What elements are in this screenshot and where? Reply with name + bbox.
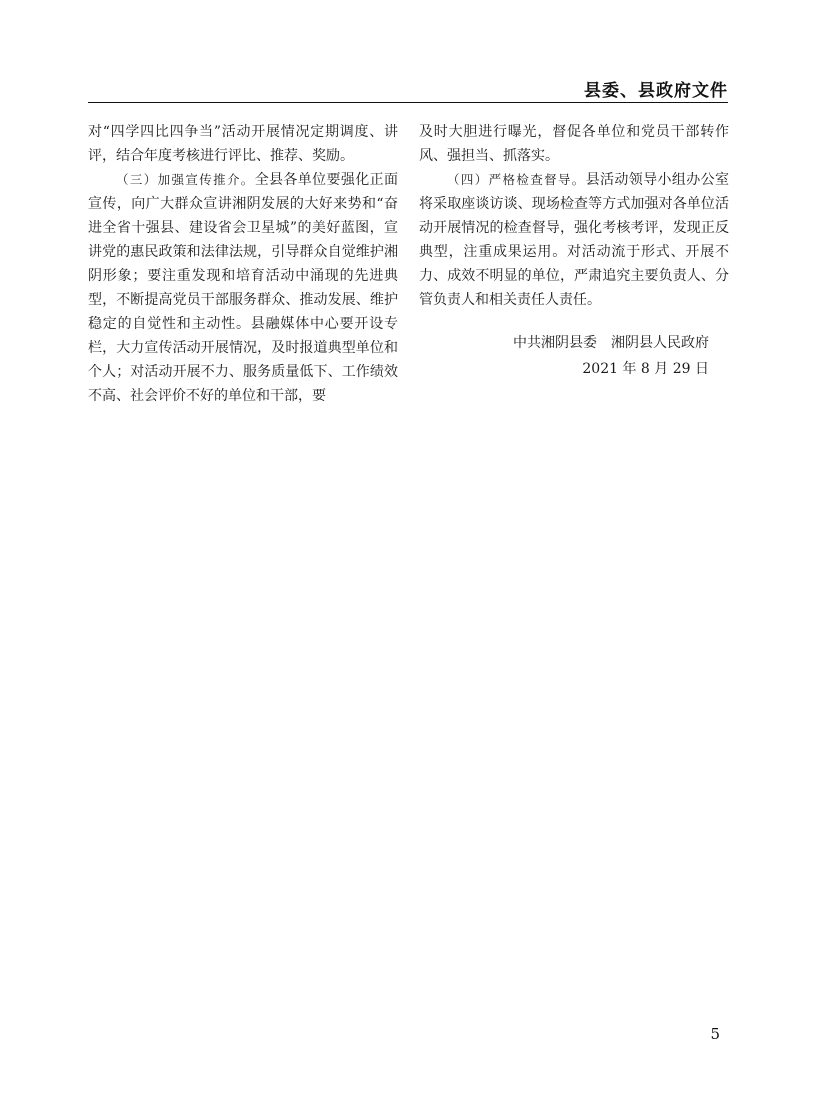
page-number: 5 — [710, 1025, 720, 1043]
left-text-column — [88, 120, 398, 408]
paragraph-supervision — [419, 168, 729, 312]
header-divider — [88, 102, 728, 103]
signature-organizations: 中共湘阴县委 湘阴县人民政府 — [513, 335, 709, 351]
right-text-column — [419, 120, 729, 382]
paragraph-supervision-body: 县活动领导小组办公室将采取座谈访谈、现场检查等方式加强对各单位活动开展情况的检查督导，强化考核考评，发现正反典型，注重成果运用。对活动流于形式、开展不力、成效不明显的单位，严肃追究主要负责人、分管负责人和相关责任人责任。 — [419, 172, 729, 308]
signature-date: 2021 年 8 月 29 日 — [582, 361, 709, 377]
paragraph-continuation: 对“四学四比四争当”活动开展情况定期调度、讲评，结合年度考核进行评比、推荐、奖励。 — [88, 124, 398, 164]
paragraph-publicity-body: 全县各单位要强化正面宣传，向广大群众宣讲湘阴发展的大好来势和“奋进全省十强县、建设省会卫星城”的美好蓝图，宣讲党的惠民政策和法律法规，引导群众自觉维护湘阴形象；要注重发现和培育活动中涌现的先进典型，不断提高党员干部服务群众、推动发展、维护稳定的自觉性和主动性。县融媒体中心要开设专栏，大力宣传活动开展情况，及时报道典型单位和个人；对活动开展不力、服务质量低下、工作绩效不高、社会评价不好的单位和干部，要 — [88, 172, 398, 404]
section-heading-publicity: （三）加强宣传推介。 — [116, 172, 255, 187]
paragraph-continuation-right: 及时大胆进行曝光，督促各单位和党员干部转作风、强担当、抓落实。 — [419, 124, 729, 164]
section-heading-supervision: （四）严格检查督导。 — [447, 172, 586, 187]
paragraph-publicity — [88, 168, 398, 408]
signature-block — [419, 330, 729, 382]
document-header-title: 县委、县政府文件 — [584, 81, 728, 101]
